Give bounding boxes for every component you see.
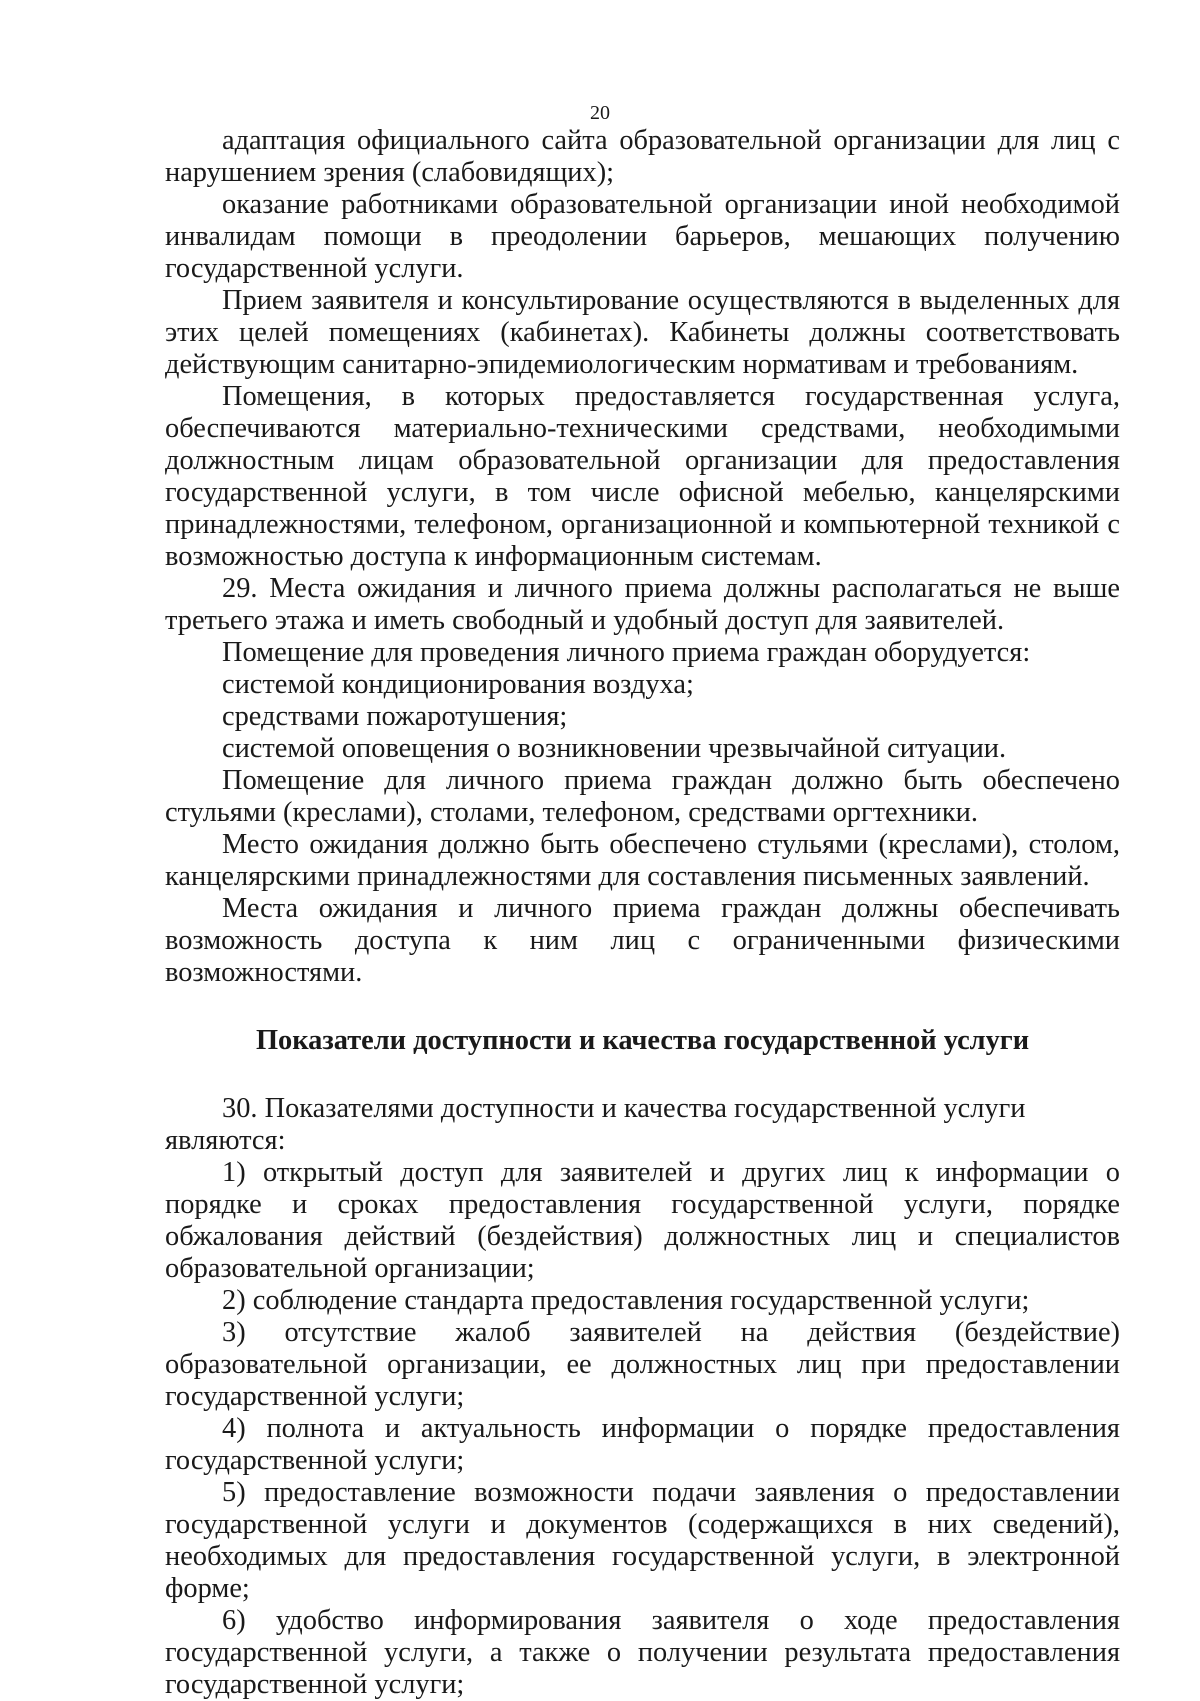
paragraph-item-30: 30. Показателями доступности и качества государственной услуги являются: — [165, 1093, 1026, 1156]
page-number: 20 — [590, 102, 610, 124]
paragraph: адаптация официального сайта образовательной организации для лиц с нарушением зрения (слабовидящих); — [165, 125, 1120, 188]
section-heading: Показатели доступности и качества государственной услуги — [255, 1025, 1030, 1056]
list-item: системой кондиционирования воздуха; — [222, 669, 694, 700]
list-item: системой оповещения о возникновении чрезвычайной ситуации. — [222, 733, 1007, 764]
list-item: 2) соблюдение стандарта предоставления государственной услуги; — [222, 1285, 1030, 1316]
list-item: 5) предоставление возможности подачи заявления о предоставлении государственной услуги и документов (содержащихся в них сведений), необходимых для предоставления государственной услуги, в электронной форме; — [165, 1477, 1120, 1604]
list-item: 1) открытый доступ для заявителей и других лиц к информации о порядке и сроках предоставления государственной услуги, порядке обжалования действий (бездействия) должностных лиц и специалистов образовательной организации; — [165, 1157, 1120, 1284]
paragraph: Место ожидания должно быть обеспечено стульями (креслами), столом, канцелярскими принадлежностями для составления письменных заявлений. — [165, 829, 1120, 892]
list-item: 4) полнота и актуальность информации о порядке предоставления государственной услуги; — [165, 1413, 1120, 1476]
list-item: 6) удобство информирования заявителя о ходе предоставления государственной услуги, а также о получении результата предоставления государственной услуги; — [165, 1605, 1120, 1700]
paragraph: Места ожидания и личного приема граждан должны обеспечивать возможность доступа к ним лиц с ограниченными физическими возможностями. — [165, 893, 1120, 988]
list-item: 3) отсутствие жалоб заявителей на действия (бездействие) образовательной организации, ее должностных лиц при предоставлении государственной услуги; — [165, 1317, 1120, 1412]
paragraph: Помещения, в которых предоставляется государственная услуга, обеспечиваются материально-техническими средствами, необходимыми должностным лицам образовательной организации для предоставления государственной услуги, в том числе офисной мебелью, канцелярскими принадлежностями, телефоном, организационной и компьютерной техникой с возможностью доступа к информационным системам. — [165, 381, 1120, 572]
paragraph: Помещение для проведения личного приема граждан оборудуется: — [222, 637, 1031, 668]
document-body — [165, 125, 1120, 1701]
paragraph: Помещение для личного приема граждан должно быть обеспечено стульями (креслами), столами, телефоном, средствами оргтехники. — [165, 765, 1120, 828]
paragraph: Прием заявителя и консультирование осуществляются в выделенных для этих целей помещениях (кабинетах). Кабинеты должны соответствовать действующим санитарно-эпидемиологическим нормативам и требованиям. — [165, 285, 1120, 380]
list-item: средствами пожаротушения; — [222, 701, 568, 732]
paragraph-item-29: 29. Места ожидания и личного приема должны располагаться не выше третьего этажа и иметь свободный и удобный доступ для заявителей. — [165, 573, 1120, 636]
paragraph: оказание работниками образовательной организации иной необходимой инвалидам помощи в преодолении барьеров, мешающих получению государственной услуги. — [165, 189, 1120, 284]
